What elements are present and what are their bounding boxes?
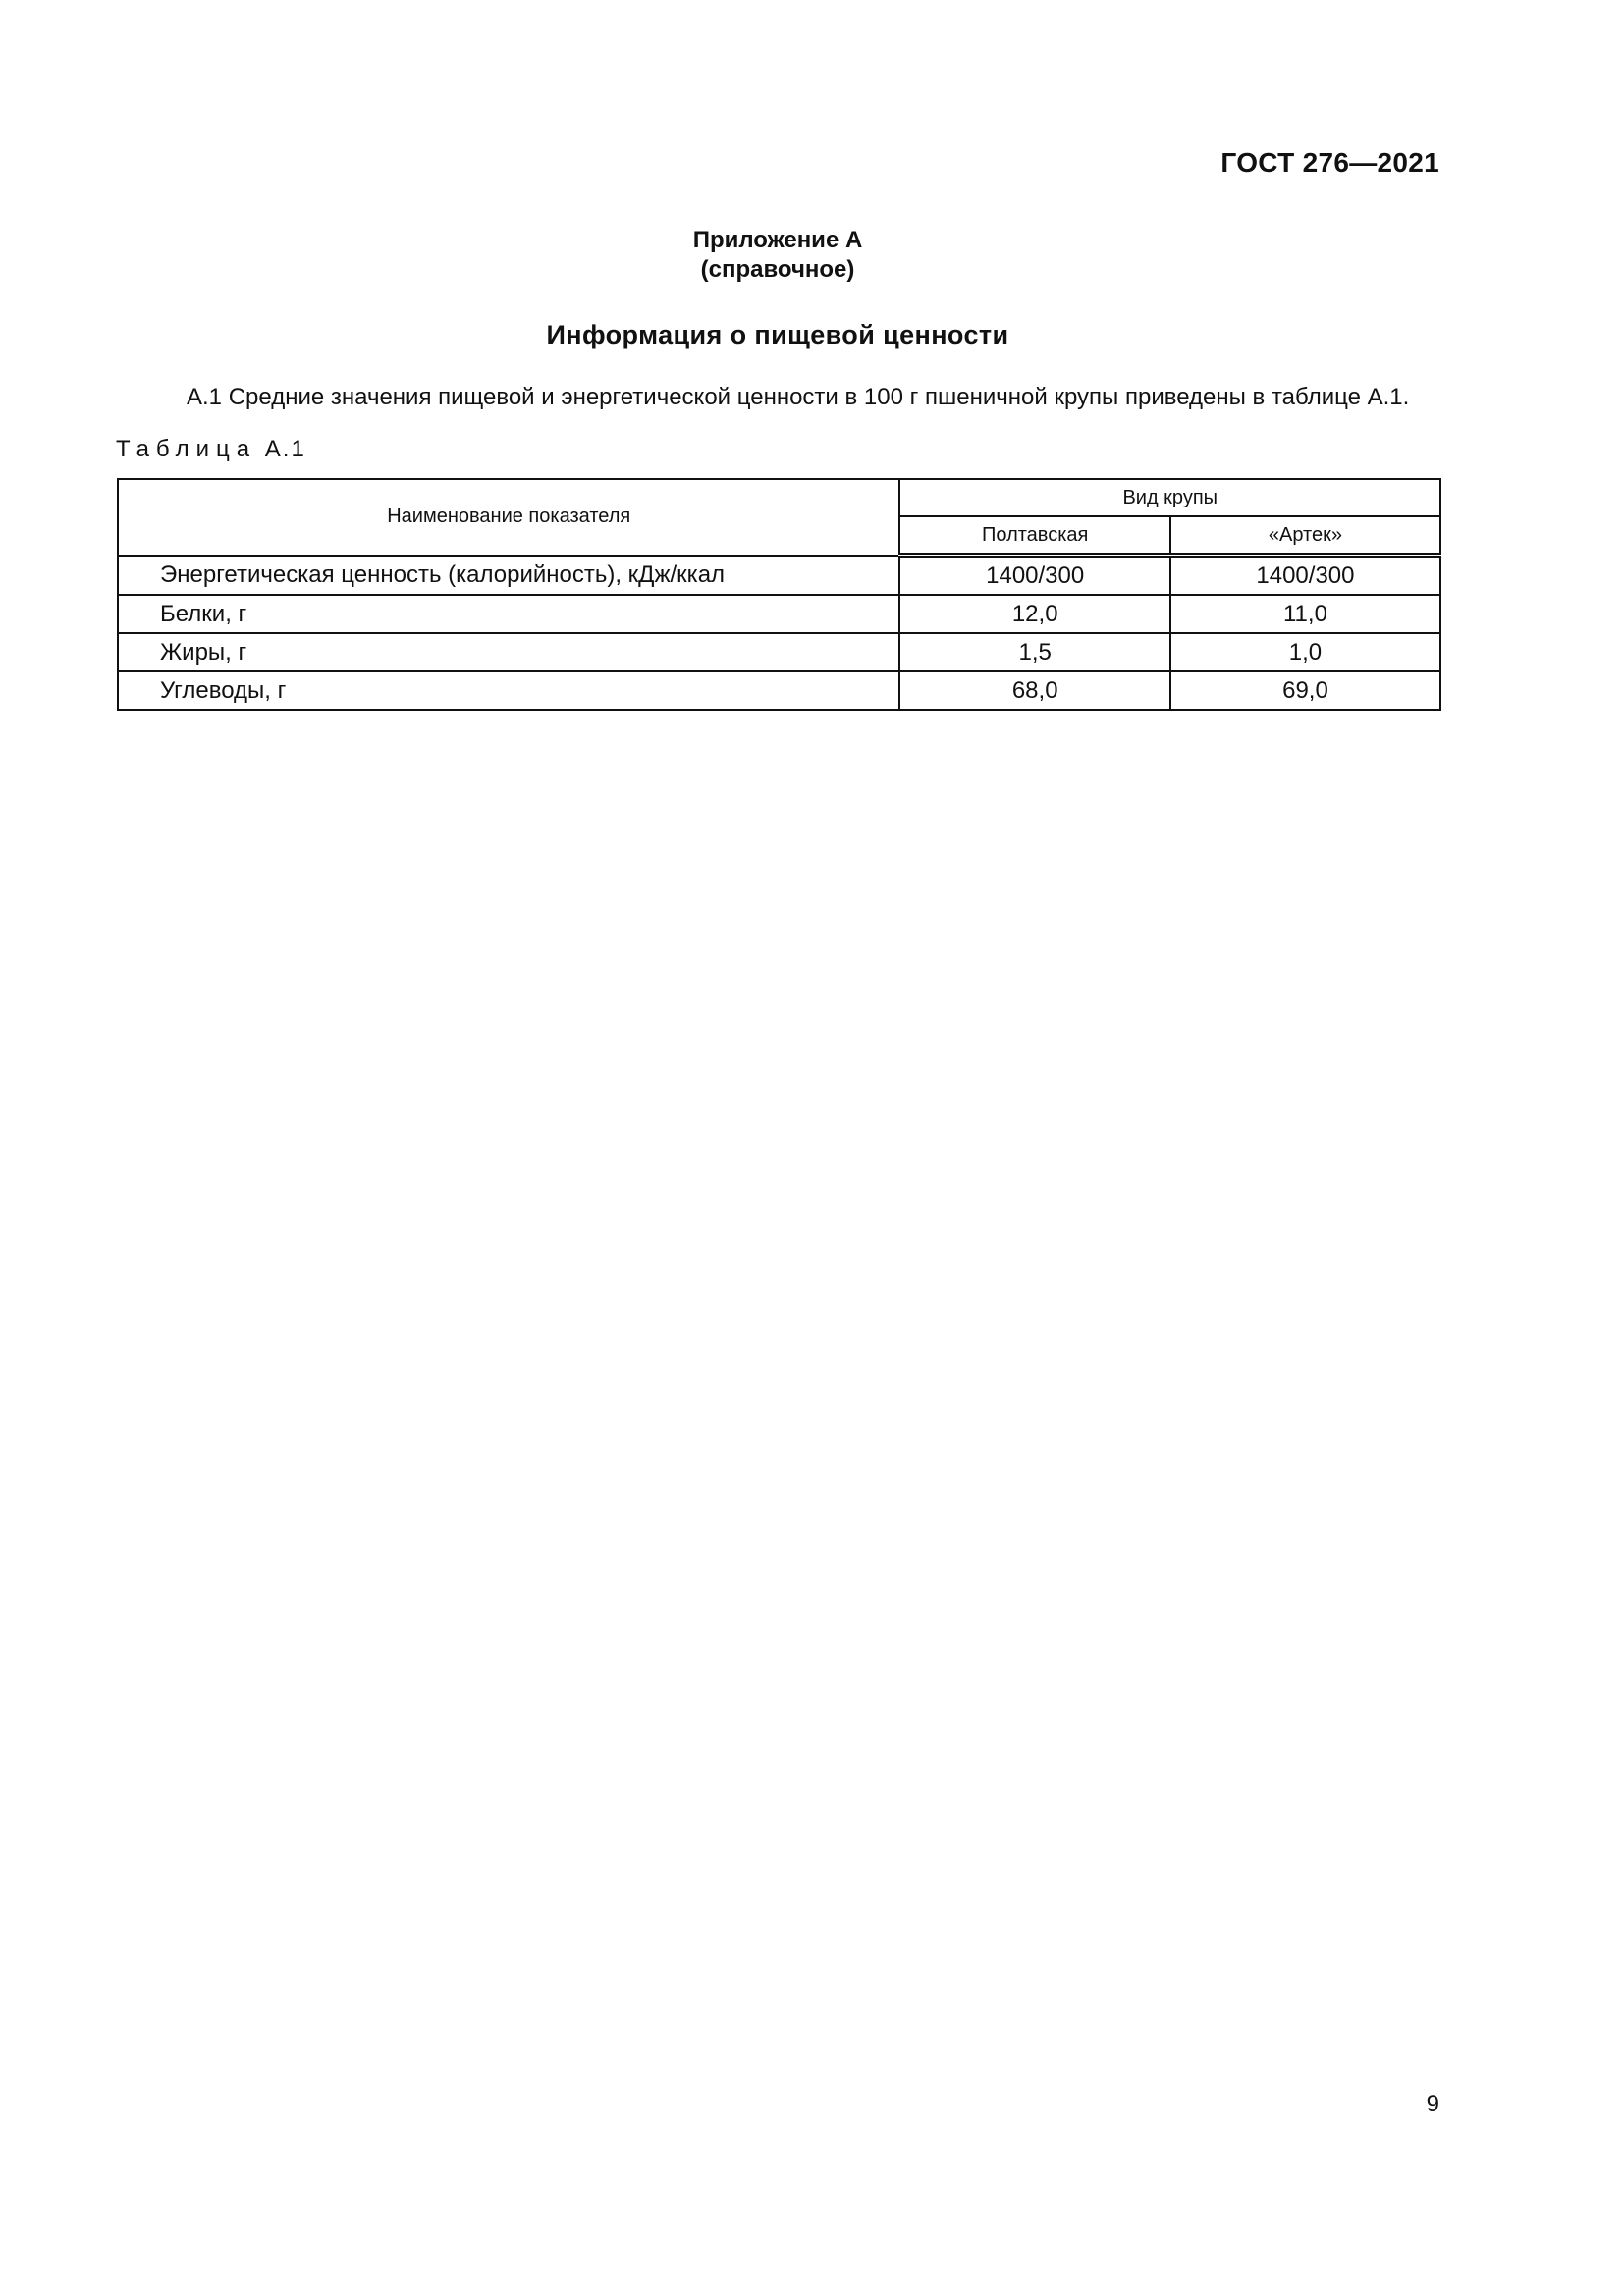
table-caption-number: А.1 [264, 436, 306, 462]
grain-type-header: Вид крупы [899, 479, 1440, 516]
row-value-poltavskaya: 1400/300 [899, 556, 1169, 596]
row-value-poltavskaya: 1,5 [899, 633, 1169, 671]
indicator-header: Наименование показателя [118, 479, 899, 556]
table-row [118, 671, 1440, 710]
row-value-poltavskaya: 68,0 [899, 671, 1169, 710]
table-row [118, 595, 1440, 633]
row-name: Белки, г [118, 595, 899, 633]
row-value-poltavskaya: 12,0 [899, 595, 1169, 633]
row-value-artek: 11,0 [1170, 595, 1440, 633]
appendix-title: Приложение А [692, 227, 863, 253]
section-title: Информация о пищевой ценности [546, 320, 1009, 349]
table-header-row [118, 479, 1440, 516]
table-row [118, 556, 1440, 596]
row-name: Углеводы, г [118, 671, 899, 710]
row-value-artek: 1,0 [1170, 633, 1440, 671]
table-caption-word: Таблица [116, 436, 257, 462]
page-number: 9 [1426, 2091, 1439, 2117]
document-code: ГОСТ 276—2021 [1220, 147, 1439, 178]
row-value-artek: 69,0 [1170, 671, 1440, 710]
appendix-heading [0, 226, 1555, 285]
table-caption [116, 436, 306, 463]
appendix-status: (справочное) [700, 256, 855, 283]
poltavskaya-header: Полтавская [899, 516, 1169, 556]
row-value-artek: 1400/300 [1170, 556, 1440, 596]
table-row [118, 633, 1440, 671]
artek-header: «Артек» [1170, 516, 1440, 556]
row-name: Жиры, г [118, 633, 899, 671]
intro-paragraph: А.1 Средние значения пищевой и энергетической ценности в 100 г пшеничной крупы приведены в таблице А.1. [187, 384, 1410, 410]
row-name: Энергетическая ценность (калорийность), кДж/ккал [118, 556, 899, 596]
nutrition-table [117, 478, 1441, 711]
